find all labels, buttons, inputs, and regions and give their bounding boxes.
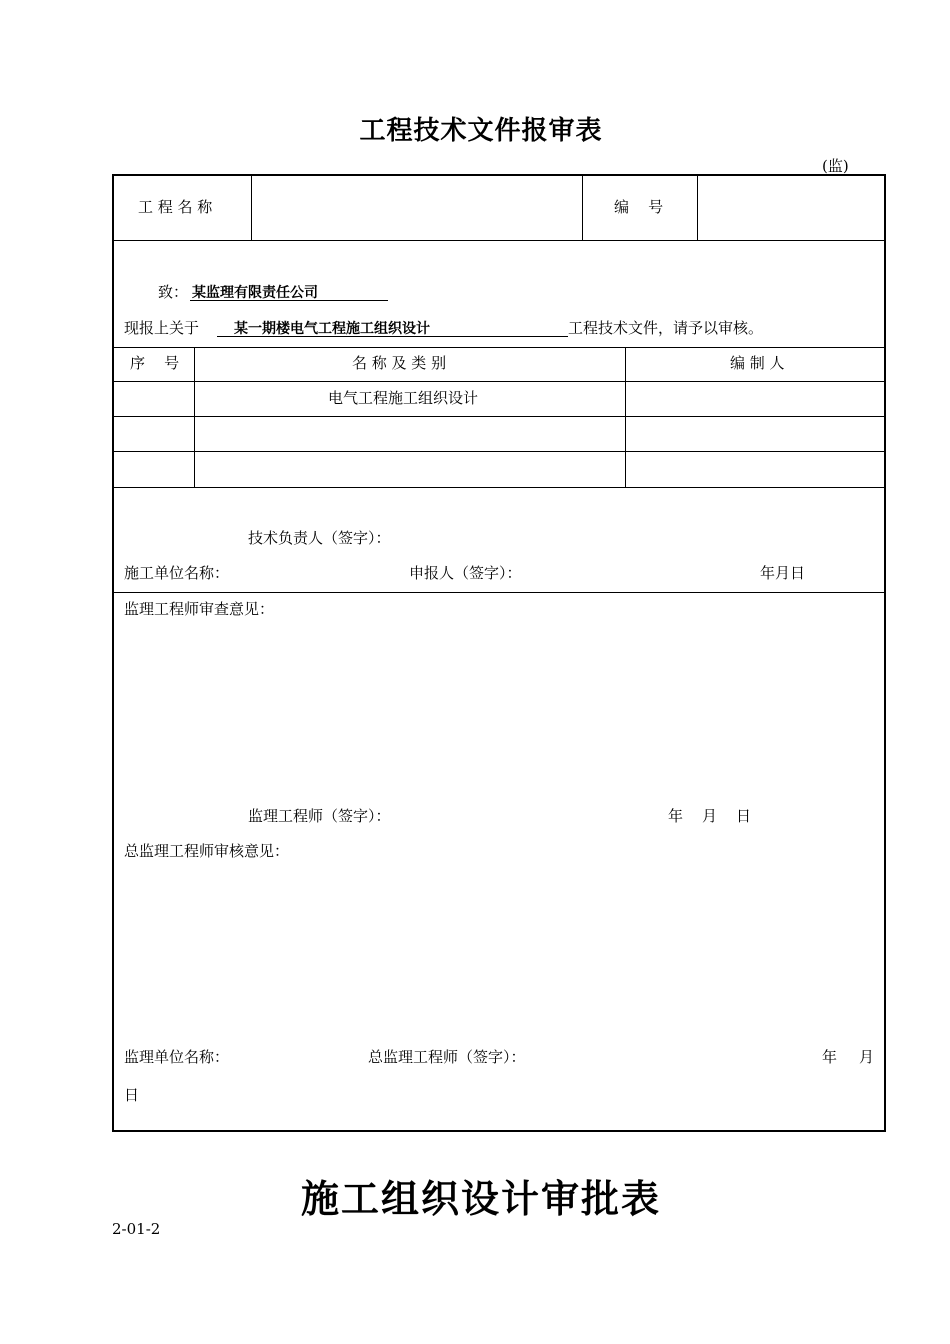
report-subject: 某一期楼电气工程施工组织设计 (234, 321, 430, 337)
divider (114, 416, 884, 417)
divider (114, 347, 884, 348)
number-label: 编 号 (614, 198, 664, 216)
divider (697, 176, 698, 240)
divider (114, 451, 884, 452)
chief-signature: 总监理工程师（签字）： (368, 1048, 526, 1066)
applicant-signature: 申报人（签字）： (409, 564, 522, 582)
engineer-year: 年 (668, 807, 684, 825)
report-suffix: 工程技术文件，请予以审核。 (568, 319, 764, 337)
tech-lead-signature: 技术负责人（签字）： (248, 529, 391, 547)
divider (114, 381, 884, 382)
divider (625, 347, 626, 487)
chief-day: 日 (124, 1086, 140, 1104)
to-prefix: 致： (158, 283, 189, 301)
divider (114, 592, 884, 593)
col-index-header: 序 号 (130, 354, 180, 372)
engineer-day: 日 (736, 807, 752, 825)
submit-date: 年月日 (760, 564, 806, 582)
engineer-review-label: 监理工程师审查意见： (124, 600, 275, 618)
divider (194, 347, 195, 487)
divider (251, 176, 252, 240)
next-form-title: 施工组织设计审批表 (300, 1176, 661, 1221)
engineer-signature: 监理工程师（签字）： (248, 807, 391, 825)
divider (582, 176, 583, 240)
divider (114, 240, 884, 241)
project-name-label: 工 程 名 称 (138, 198, 213, 216)
underline (190, 300, 388, 301)
col-name-header: 名 称 及 类 别 (352, 354, 447, 372)
page-title: 工程技术文件报审表 (359, 116, 603, 146)
underline (217, 336, 568, 337)
col-author-header: 编 制 人 (730, 354, 785, 372)
table-cell: 电气工程施工组织设计 (328, 389, 479, 407)
report-prefix: 现报上关于 (124, 319, 200, 337)
chief-review-label: 总监理工程师审核意见： (124, 842, 290, 860)
footer-code: 2-01-2 (112, 1220, 161, 1238)
review-form (112, 174, 886, 1132)
form-code: (监) (822, 157, 849, 175)
contractor-name-label: 施工单位名称： (124, 564, 230, 582)
chief-year: 年 (822, 1048, 838, 1066)
divider (114, 487, 884, 488)
chief-month: 月 (859, 1048, 875, 1066)
engineer-month: 月 (702, 807, 718, 825)
to-company: 某监理有限责任公司 (192, 285, 318, 301)
supervisor-name-label: 监理单位名称： (124, 1048, 230, 1066)
